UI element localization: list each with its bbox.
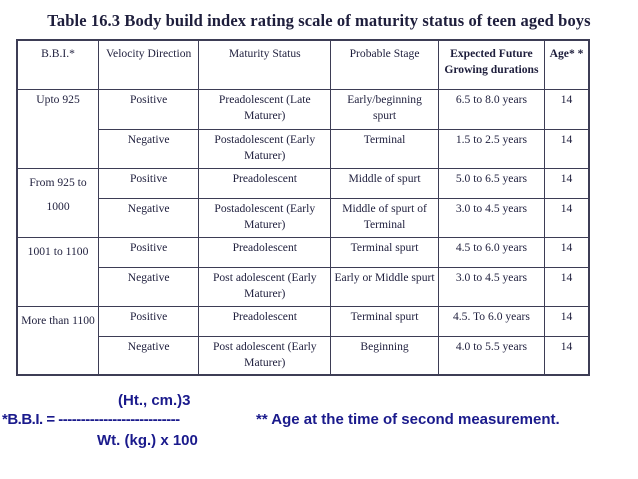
bbi-range-cell: Upto 925: [17, 89, 99, 168]
table-row: [17, 267, 589, 306]
formula-lhs: *B.B.I. = ---------------------------: [2, 411, 180, 428]
maturity-cell: Postadolescent (Early Maturer): [199, 129, 331, 168]
maturity-table: [16, 39, 590, 376]
table-row: [17, 336, 589, 375]
maturity-cell: Preadolescent: [199, 168, 331, 198]
stage-cell: Early/beginning spurt: [331, 89, 438, 129]
table-row: [17, 306, 589, 336]
velocity-cell: Negative: [99, 267, 199, 306]
formula-denominator: Wt. (kg.) x 100: [97, 432, 198, 449]
table-row: [17, 198, 589, 237]
maturity-cell: Postadolescent (Early Maturer): [199, 198, 331, 237]
duration-cell: 4.5. To 6.0 years: [438, 306, 544, 336]
table-row: [17, 237, 589, 267]
header-age-text: Age* *: [549, 47, 584, 60]
velocity-cell: Positive: [99, 89, 199, 129]
duration-cell: 3.0 to 4.5 years: [438, 267, 544, 306]
maturity-cell: Post adolescent (Early Maturer): [199, 336, 331, 375]
table-row: [17, 89, 589, 129]
age-cell: 14: [545, 336, 589, 375]
header-velocity: Velocity Direction: [99, 40, 199, 89]
table-row: [17, 129, 589, 168]
age-cell: 14: [545, 89, 589, 129]
duration-cell: 6.5 to 8.0 years: [438, 89, 544, 129]
stage-cell: Middle of spurt: [331, 168, 438, 198]
header-duration: [438, 40, 544, 89]
age-cell: 14: [545, 306, 589, 336]
maturity-cell: Preadolescent: [199, 237, 331, 267]
age-cell: 14: [545, 198, 589, 237]
stage-cell: Terminal spurt: [331, 306, 438, 336]
age-cell: 14: [545, 129, 589, 168]
age-cell: 14: [545, 237, 589, 267]
table-title: Table 16.3 Body build index rating scale of maturity status of teen aged boys: [47, 11, 591, 30]
stage-cell: Early or Middle spurt: [331, 267, 438, 306]
velocity-cell: Positive: [99, 306, 199, 336]
bbi-range-cell: 1001 to 1100: [17, 237, 99, 306]
header-stage: Probable Stage: [331, 40, 438, 89]
header-bbi: B.B.I.*: [17, 40, 99, 89]
velocity-cell: Negative: [99, 129, 199, 168]
header-maturity: Maturity Status: [199, 40, 331, 89]
bbi-range-cell: From 925 to 1000: [17, 168, 99, 237]
duration-cell: 3.0 to 4.5 years: [438, 198, 544, 237]
stage-cell: Terminal spurt: [331, 237, 438, 267]
duration-cell: 1.5 to 2.5 years: [438, 129, 544, 168]
duration-cell: 5.0 to 6.5 years: [438, 168, 544, 198]
maturity-cell: Preadolescent (Late Maturer): [199, 89, 331, 129]
velocity-cell: Negative: [99, 198, 199, 237]
duration-cell: 4.0 to 5.5 years: [438, 336, 544, 375]
maturity-cell: Preadolescent: [199, 306, 331, 336]
maturity-cell: Post adolescent (Early Maturer): [199, 267, 331, 306]
table-row: [17, 168, 589, 198]
stage-cell: Terminal: [331, 129, 438, 168]
age-footnote: ** Age at the time of second measurement.: [256, 411, 560, 428]
velocity-cell: Negative: [99, 336, 199, 375]
duration-cell: 4.5 to 6.0 years: [438, 237, 544, 267]
velocity-cell: Positive: [99, 168, 199, 198]
header-duration-text: Expected Future Growing durations: [444, 47, 539, 76]
formula-numerator: (Ht., cm.)3: [118, 392, 191, 409]
header-age: [545, 40, 589, 89]
age-cell: 14: [545, 168, 589, 198]
velocity-cell: Positive: [99, 237, 199, 267]
age-cell: 14: [545, 267, 589, 306]
table-header-row: [17, 40, 589, 89]
bbi-range-cell: More than 1100: [17, 306, 99, 375]
stage-cell: Beginning: [331, 336, 438, 375]
stage-cell: Middle of spurt of Terminal: [331, 198, 438, 237]
